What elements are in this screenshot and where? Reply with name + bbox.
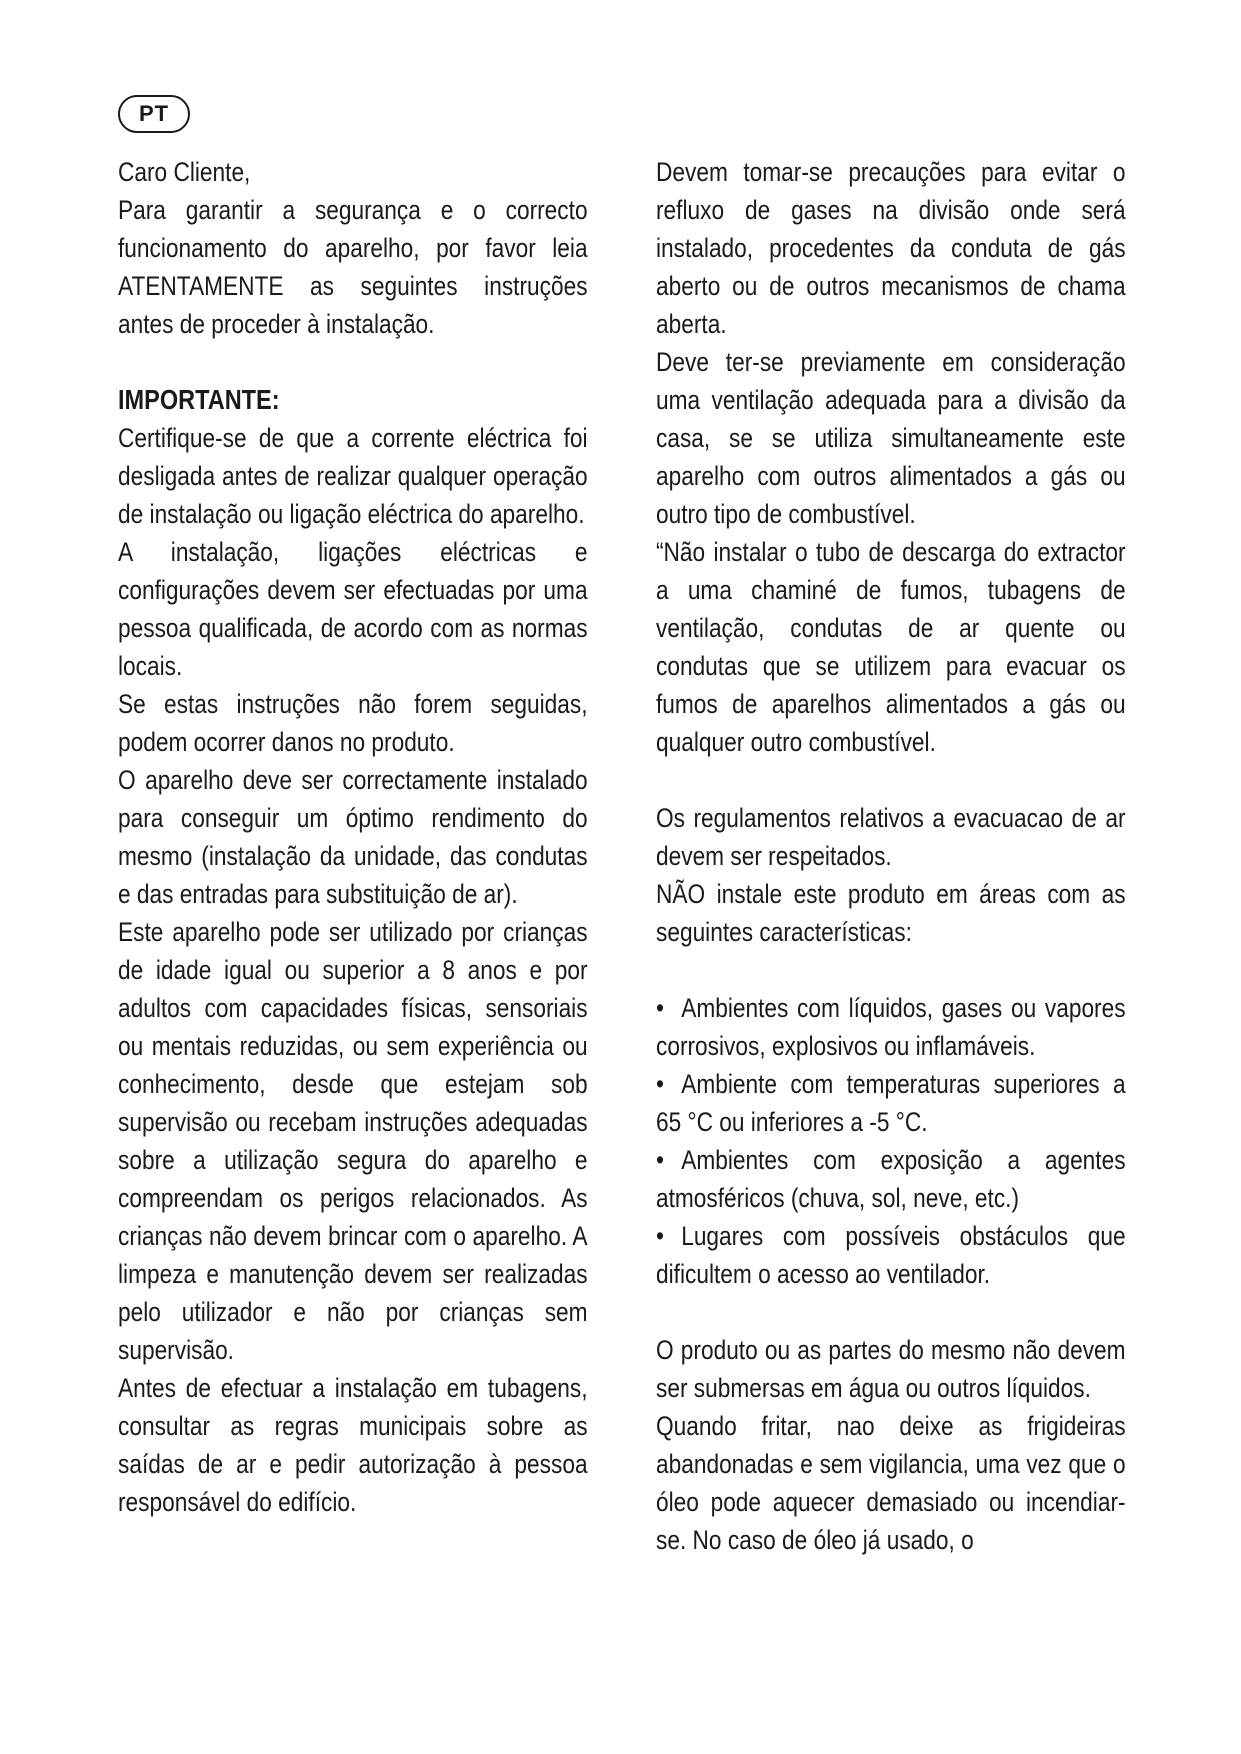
bullet-dot-icon: • xyxy=(656,993,664,1023)
paragraph-children-usage: Este aparelho pode ser utilizado por crianças de idade igual ou superior a 8 anos e por adultos com capacidades físicas, sensoriais ou mentais reduzidas, ou sem experiência ou conhecimento, desde que estejam sob supervisão ou recebam instruções adequadas sobre a utilização segura do aparelho e compreendam os perigos relacionados. As crianças não devem brincar com o aparelho. A limpeza e manutenção devem ser realizadas pelo utilizador e não por crianças sem supervisão. xyxy=(118,917,588,1365)
paragraph-regulations: Os regulamentos relativos a evacuacao de ar devem ser respeitados. xyxy=(656,803,1126,871)
paragraph-correct-install: O aparelho deve ser correctamente instalado para conseguir um óptimo rendimento do mesmo (instalação da unidade, das condutas e das entradas para substituição de ar). xyxy=(118,765,588,909)
bullet-item xyxy=(656,1141,1126,1217)
right-column xyxy=(656,153,1126,1559)
bullet-dot-icon: • xyxy=(656,1145,664,1175)
bullet-text: Ambientes com exposição a agentes atmosféricos (chuva, sol, neve, etc.) xyxy=(656,1145,1126,1213)
paragraph-no-chimney: “Não instalar o tubo de descarga do extractor a uma chaminé de fumos, tubagens de ventilação, condutas de ar quente ou condutas que se utilizem para evacuar os fumos de aparelhos alimentados a gás ou qualquer outro combustível. xyxy=(656,537,1126,757)
paragraph-qualified-person: A instalação, ligações eléctricas e configurações devem ser efectuadas por uma pessoa qualificada, de acordo com as normas locais. xyxy=(118,537,588,681)
language-badge-label: PT xyxy=(138,101,170,126)
spacer xyxy=(656,1293,1126,1331)
paragraph-damage-warning: Se estas instruções não forem seguidas, podem ocorrer danos no produto. xyxy=(118,689,588,757)
paragraph-frying-warning: Quando fritar, nao deixe as frigideiras abandonadas e sem vigilancia, uma vez que o óleo pode aquecer demasiado ou incendiar-se. No caso de óleo já usado, o xyxy=(656,1411,1126,1555)
paragraph-gas-reflux: Devem tomar-se precauções para evitar o refluxo de gases na divisão onde será instalado, procedentes da conduta de gás aberto ou de outros mecanismos de chama aberta. xyxy=(656,157,1126,339)
paragraph-ventilation: Deve ter-se previamente em consideração uma ventilação adequada para a divisão da casa, se se utiliza simultaneamente este aparelho com outros alimentados a gás ou outro tipo de combustível. xyxy=(656,347,1126,529)
bullet-text: Ambientes com líquidos, gases ou vapores corrosivos, explosivos ou inflamáveis. xyxy=(656,993,1126,1061)
spacer xyxy=(656,951,1126,989)
greeting: Caro Cliente, xyxy=(118,157,251,187)
bullet-item xyxy=(656,989,1126,1065)
paragraph-not-submerge: O produto ou as partes do mesmo não devem ser submersas em água ou outros líquidos. xyxy=(656,1335,1126,1403)
bullet-text: Ambiente com temperaturas superiores a 65 °C ou inferiores a -5 °C. xyxy=(656,1069,1126,1137)
bullet-dot-icon: • xyxy=(656,1069,664,1099)
spacer xyxy=(118,343,588,381)
paragraph-do-not-install: NÃO instale este produto em áreas com as seguintes características: xyxy=(656,879,1126,947)
bullet-text: Lugares com possíveis obstáculos que dificultem o acesso ao ventilador. xyxy=(656,1221,1126,1289)
language-badge xyxy=(118,95,190,133)
bullet-item xyxy=(656,1065,1126,1141)
spacer xyxy=(656,761,1126,799)
paragraph-municipal-rules: Antes de efectuar a instalação em tubagens, consultar as regras municipais sobre as saídas de ar e pedir autorização à pessoa responsável do edifício. xyxy=(118,1373,588,1517)
intro-paragraph: Para garantir a segurança e o correcto funcionamento do aparelho, por favor leia ATENTAMENTE as seguintes instruções antes de proceder à instalação. xyxy=(118,195,588,339)
important-heading: IMPORTANTE: xyxy=(118,384,280,415)
bullet-dot-icon: • xyxy=(656,1221,664,1251)
bullet-item xyxy=(656,1217,1126,1293)
left-column xyxy=(118,153,588,1521)
paragraph-power-off: Certifique-se de que a corrente eléctrica foi desligada antes de realizar qualquer operação de instalação ou ligação eléctrica do aparelho. xyxy=(118,423,588,529)
